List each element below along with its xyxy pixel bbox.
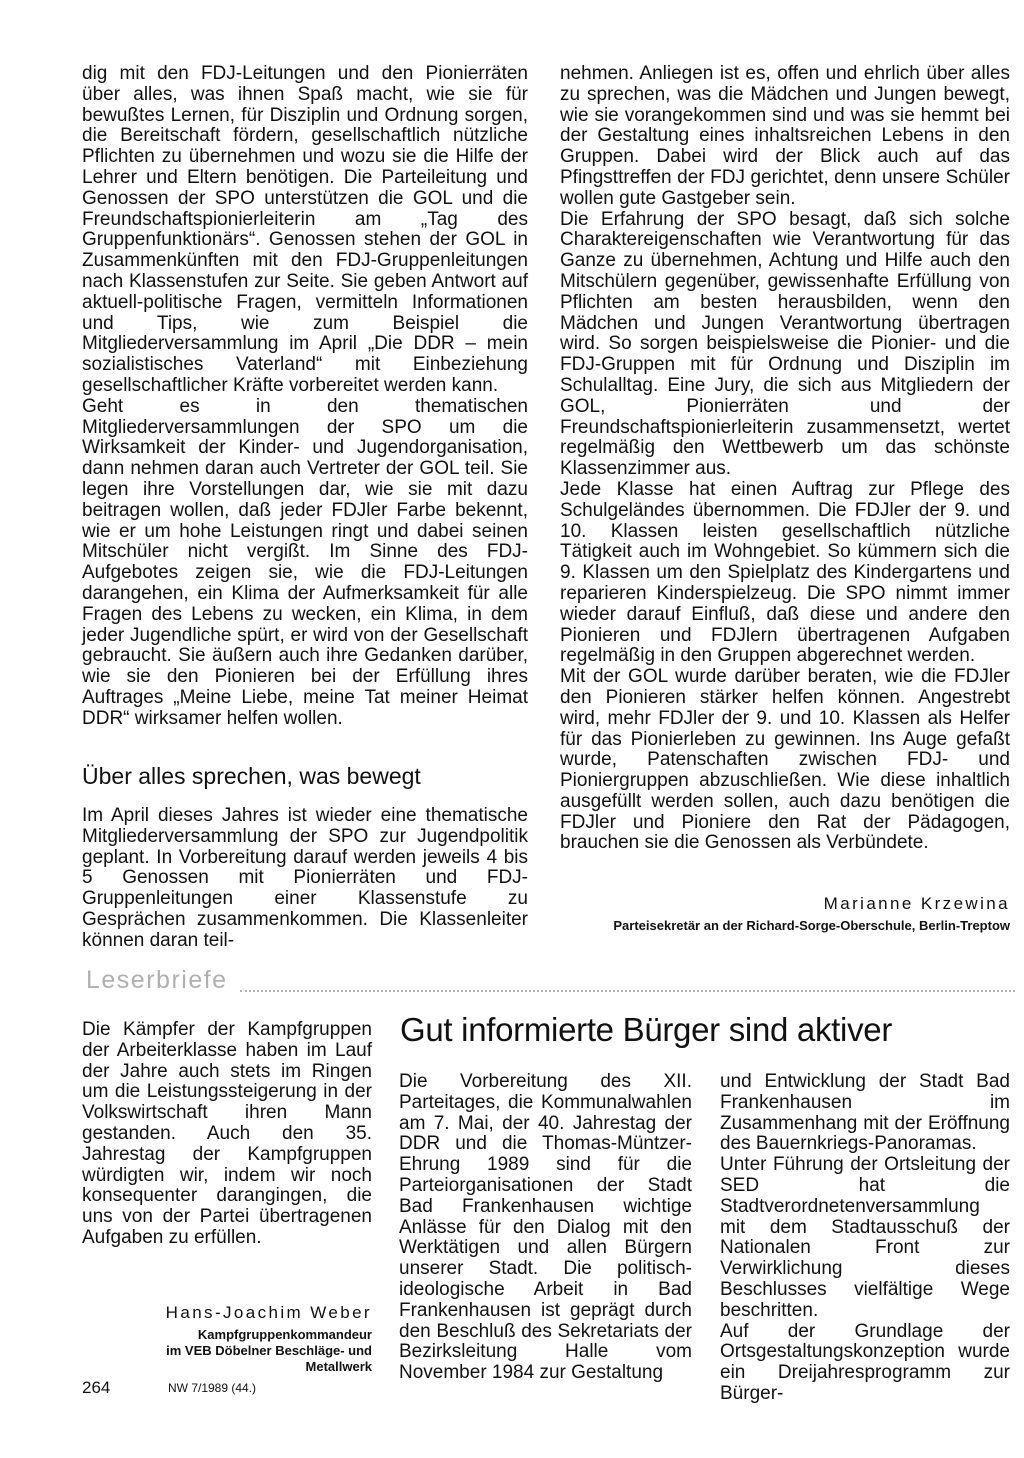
top-article-column-1-continued xyxy=(82,806,528,952)
paragraph: dig mit den FDJ-Leitungen und den Pionierräten über alles, was ihnen Spaß macht, wie sie für bewußtes Lernen, für Disziplin und Ordnung sorgen, die Bereitschaft fördern, gesellschaftlich nützliche Pflichten zu übernehmen und wozu sie die Hilfe der Lehrer und Eltern benötigen. Die Parteileitung und Genossen der SPO unterstützen die GOL und die Freundschaftspionierleiterin am „Tag des Gruppenfunktionärs“. Genossen stehen der GOL in Zusammenkünften mit den FDJ-Gruppenleitungen nach Klassenstufen zur Seite. Sie geben Antwort auf aktuell-politische Fragen, vermitteln Informationen und Tips, wie zum Beispiel die Mitgliederversammlung im April „Die DDR – mein sozialistisches Vaterland“ mit Einbeziehung gesellschaftlicher Kräfte vorbereitet werden kann. xyxy=(82,63,528,396)
paragraph: Auf der Grundlage der Ortsgestaltungskonzeption wurde ein Dreijahresprogramm zur Bürger- xyxy=(720,1320,1010,1404)
paragraph: und Entwicklung der Stadt Bad Frankenhausen im Zusammenhang mit der Eröffnung des Bauernkriegs-Panoramas. xyxy=(720,1071,1010,1155)
letter-text xyxy=(82,1020,372,1249)
paragraph: Mit der GOL wurde darüber beraten, wie die FDJler den Pionieren stärker helfen können. Angestrebt wird, mehr FDJler der 9. und 10. Klassen als Helfer für das Pionierleben zu gewinnen. Ins Auge gefaßt wurde, Patenschaften zwischen FDJ- und Pioniergruppen abzuschließen. Wie diese inhaltlich ausgefüllt werden sollen, auch dazu benötigen die FDJler und Pioniere den Rat der Pädagogen, brauchen sie die Genossen als Verbündete. xyxy=(560,666,1010,854)
issue-label: NW 7/1989 (44.) xyxy=(168,1381,257,1395)
top-article-column-2 xyxy=(560,64,1010,854)
letter-author: Hans-Joachim Weber xyxy=(165,1303,372,1322)
paragraph: Jede Klasse hat einen Auftrag zur Pflege des Schulgeländes übernommen. Die FDJler der 9. und 10. Klassen leisten gesellschaftlich nützliche Tätigkeit auch im Wohngebiet. So kümmern sich die 9. Klassen um den Spielplatz des Kindergartens und reparieren Kinderspielzeug. Die SPO nimmt immer wieder darauf Einfluß, daß diese und andere den Pionieren und FDJlern übertragenen Aufgaben regelmäßig in den Gruppen abgerechnet werden. xyxy=(560,478,1010,667)
letter-author-affiliation xyxy=(100,1327,372,1375)
section-label: Leserbriefe xyxy=(86,966,228,994)
affiliation-line: im VEB Döbelner Beschläge- und xyxy=(166,1343,372,1358)
paragraph: Die Vorbereitung des XII. Parteitages, die Kommunalwahlen am 7. Mai, der 40. Jahrestag der DDR und die Thomas-Müntzer-Ehrung 1989 sind für die Parteiorganisationen der Stadt Bad Frankenhausen wichtige Anlässe für den Dialog mit den Werktätigen und allen Bürgern unserer Stadt. Die politisch-ideologische Arbeit in Bad Frankenhausen ist geprägt durch den Beschluß des Sekretariats der Bezirksleitung Halle vom November 1984 zur Gestaltung xyxy=(399,1071,692,1384)
bottom-article-column-2 xyxy=(720,1072,1010,1405)
paragraph: Geht es in den thematischen Mitgliederversammlungen der SPO um die Wirksamkeit der Kinder- und Jugendorganisation, dann nehmen daran auch Vertreter der GOL teil. Sie legen ihre Vorstellungen dar, wie sie mit dazu beitragen wollen, daß jeder FDJler Farbe bekennt, wie er um hohe Leistungen ringt und dabei seinen Mitschüler nicht vergißt. Im Sinne des FDJ-Aufgebotes zeigen sie, wie die FDJ-Leitungen darangehen, ein Klima der Aufmerksamkeit für alle Fragen des Lebens zu wecken, ein Klima, in dem jeder Jugendliche spürt, er wird von der Gesellschaft gebraucht. Sie äußern auch ihre Gedanken darüber, wie sie den Pionieren bei der Erfüllung ihres Auftrages „Meine Liebe, meine Tat meiner Heimat DDR“ wirksamer helfen wollen. xyxy=(82,395,528,729)
article-author-affiliation: Parteisekretär an der Richard-Sorge-Oberschule, Berlin-Treptow xyxy=(613,918,1010,933)
article-author: Marianne Krzewina xyxy=(823,894,1010,913)
bottom-article-column-1 xyxy=(399,1072,692,1384)
page-number: 264 xyxy=(82,1378,111,1397)
section-divider xyxy=(240,990,1015,992)
article-subheading: Über alles sprechen, was bewegt xyxy=(82,763,421,789)
top-article-column-1 xyxy=(82,64,528,730)
paragraph: nehmen. Anliegen ist es, offen und ehrlich über alles zu sprechen, was die Mädchen und Jungen bewegt, wie sie vorangekommen sind und was sie hemmt bei der Gestaltung eines inhaltsreichen Lebens in den Gruppen. Dabei wird der Blick auch auf das Pfingsttreffen der FDJ gerichtet, denn unsere Schüler wollen gute Gastgeber sein. xyxy=(560,63,1010,209)
affiliation-line: Metallwerk xyxy=(305,1359,372,1374)
paragraph: Unter Führung der Ortsleitung der SED hat die Stadtverordnetenversammlung mit dem Stadtausschuß der Nationalen Front zur Verwirklichung dieses Beschlusses vielfältige Wege beschritten. xyxy=(720,1154,1010,1321)
affiliation-line: Kampfgruppenkommandeur xyxy=(197,1327,372,1342)
paragraph: Im April dieses Jahres ist wieder eine thematische Mitgliederversammlung der SPO zur Jugendpolitik geplant. In Vorbereitung darauf werden jeweils 4 bis 5 Genossen mit Pionierräten und FDJ-Gruppenleitungen einer Klassenstufe zu Gesprächen zusammenkommen. Die Klassenleiter können daran teil- xyxy=(82,805,528,951)
article-headline: Gut informierte Bürger sind aktiver xyxy=(400,1011,893,1048)
paragraph: Die Kämpfer der Kampfgruppen der Arbeiterklasse haben im Lauf der Jahre auch stets im Ringen um die Leistungssteigerung in der Volkswirtschaft ihren Mann gestanden. Auch den 35. Jahrestag der Kampfgruppen würdigten wir, indem wir noch konsequenter darangingen, die uns von der Partei übertragenen Aufgaben zu erfüllen. xyxy=(82,1019,372,1248)
paragraph: Die Erfahrung der SPO besagt, daß sich solche Charaktereigenschaften wie Verantwortung für das Ganze zu übernehmen, Achtung und Hilfe auch den Mitschülern gegenüber, gewissenhafte Erfüllung von Pflichten am besten herausbilden, wenn den Mädchen und Jungen Verantwortung übertragen wird. So sorgen beispielsweise die Pionier- und die FDJ-Gruppen mit für Ordnung und Disziplin im Schulalltag. Eine Jury, die sich aus Mitgliedern der GOL, Pionierräten und der Freundschaftspionierleiterin zusammensetzt, wertet regelmäßig den Wettbewerb um das schönste Klassenzimmer aus. xyxy=(560,208,1010,480)
